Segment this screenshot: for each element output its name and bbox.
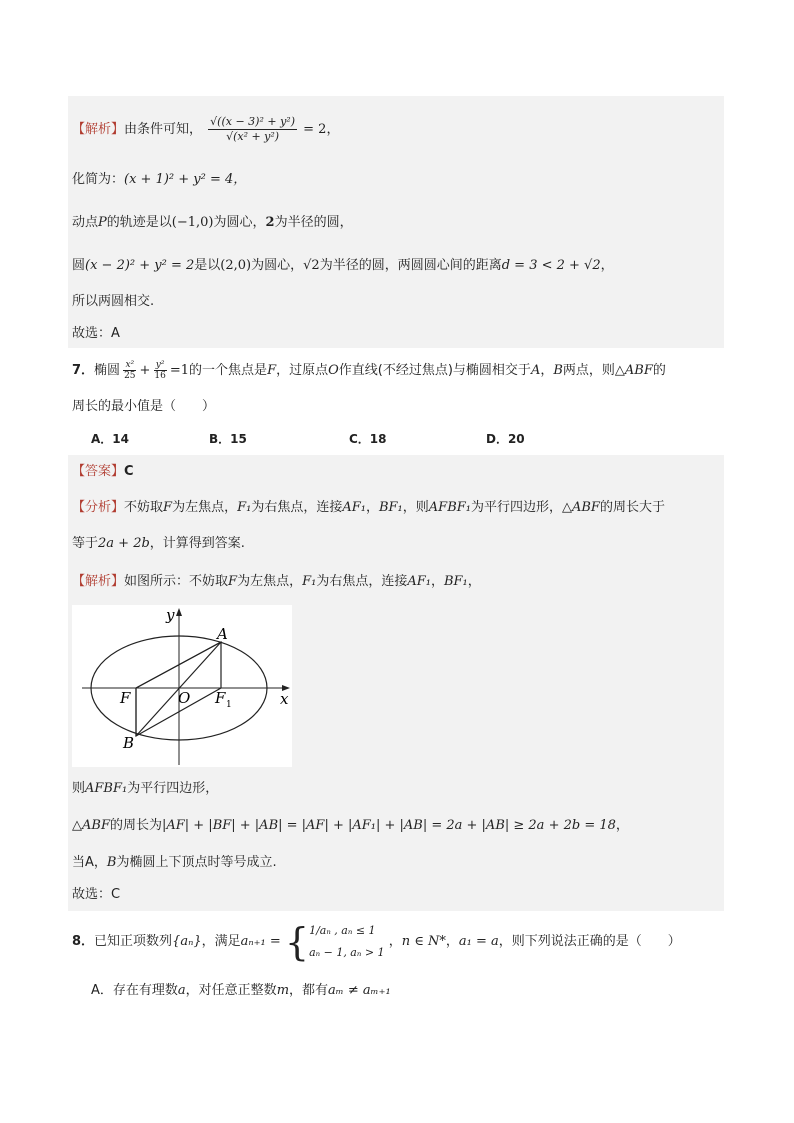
cases [309, 920, 384, 964]
text-segment: 的周长大于 [599, 500, 665, 515]
left-brace: { [284, 919, 310, 964]
text-segment: 为左焦点， [172, 500, 238, 515]
text-segment: 的轨迹是以 [106, 215, 172, 230]
equality-condition-line [72, 853, 277, 873]
recurrence-lhs: aₙ₊₁ = [240, 934, 281, 949]
triangle-abf: ABF [624, 363, 653, 378]
point-p: P [98, 215, 107, 230]
selected-answer: 故选：A [72, 326, 120, 341]
conclusion-line [72, 292, 154, 312]
text-segment: A．存在有理数 [91, 983, 178, 998]
focus-f: F [228, 574, 238, 589]
answer-value: C [124, 464, 134, 479]
text-segment: 已知正项数列 [94, 934, 173, 949]
question-7-stem-2 [72, 397, 215, 417]
answer-tag: 【答案】 [72, 464, 125, 479]
text-segment: 为平行四边形， [127, 781, 219, 796]
jiexi-line-1 [72, 572, 481, 592]
expression: 2a + 2b [98, 536, 150, 551]
origin-o: O [328, 363, 339, 378]
plus-sign: + [139, 363, 151, 378]
text-segment: ，则下列说法正确的是（ ） [498, 934, 681, 949]
second-circle-line [72, 256, 614, 276]
simplify-label: 化简为： [72, 172, 125, 187]
variable-m: m [276, 983, 290, 998]
case-1: 1/aₙ , aₙ ≤ 1 [309, 923, 376, 937]
triangle-abf: ABF [571, 500, 600, 515]
analysis-text: 由条件可知， [124, 122, 203, 137]
domain-condition: n ∈ N* [401, 934, 446, 949]
focus-f1: F₁ [302, 574, 317, 589]
question-7-stem [72, 356, 666, 386]
text-segment: 两点，则△ [562, 363, 625, 378]
inequality-expression: aₘ ≠ aₘ₊₁ [328, 983, 391, 998]
perimeter-expression: |AF| + |BF| + |AB| = |AF| + |AF₁| + |AB| = 2a + |AB| ≥ 2a + 2b = 18 [161, 818, 616, 833]
y-axis-label: y [166, 606, 175, 624]
text-segment: 动点 [72, 215, 99, 230]
choice-d[interactable]: D．20 [486, 432, 525, 446]
after-figure-line [72, 779, 218, 799]
text-segment: ， [365, 500, 379, 515]
segment-af1: AF₁ [407, 574, 431, 589]
radius-value: 2 [265, 215, 275, 230]
variable-a: a [177, 983, 186, 998]
choice-b[interactable]: B．15 [209, 432, 247, 446]
text-segment: ， [615, 818, 629, 833]
text-segment: ，对任意正整数 [185, 983, 277, 998]
fraction-denominator: √(x² + y²) [226, 130, 280, 143]
text-segment: ，满足 [201, 934, 241, 949]
text-segment: 为右焦点，连接 [251, 500, 343, 515]
ellipse-x-fraction [122, 360, 137, 381]
circle-equation: (x − 2)² + y² = 2 [85, 258, 195, 273]
text-segment: 当A， [72, 855, 107, 870]
segment-af1: AF₁ [342, 500, 366, 515]
label-o: O [178, 689, 191, 707]
simplify-line [72, 170, 246, 190]
text-segment: △ [72, 818, 82, 833]
triangle-abf: ABF [82, 818, 110, 833]
choice-a[interactable]: A．14 [91, 432, 129, 446]
label-f1: F [215, 689, 226, 707]
text-segment: ，都有 [289, 983, 329, 998]
point-a: A [530, 363, 541, 378]
text-segment: 为圆心， [251, 258, 304, 273]
focus-f: F [267, 363, 277, 378]
question-number: 7． [72, 363, 95, 378]
case-2: aₙ − 1, aₙ > 1 [309, 945, 385, 959]
segment-bf1: BF₁ [378, 500, 403, 515]
text-segment: 椭圆 [94, 363, 121, 378]
equals-one: =1 [169, 363, 190, 378]
label-b: B [123, 734, 135, 752]
point-b: B [106, 855, 117, 870]
question-number: 8． [72, 934, 95, 949]
center-coordinate: (2,0) [220, 258, 252, 273]
text-segment: 为平行四边形，△ [470, 500, 572, 515]
piecewise-definition [285, 920, 385, 964]
text-segment: ， [445, 934, 459, 949]
analysis-tag: 【解析】 [72, 574, 125, 589]
ellipse-y-fraction [152, 360, 167, 381]
text-segment: 则 [72, 781, 86, 796]
text-segment: 的周长为 [109, 818, 162, 833]
radius-value: √2 [303, 258, 320, 273]
label-f1-subscript: 1 [226, 700, 232, 710]
fenxi-line-2 [72, 534, 245, 554]
text-segment: 如图所示：不妨取 [124, 574, 229, 589]
question-text: 周长的最小值是（ ） [72, 399, 216, 414]
text-segment: ，计算得到答案. [149, 536, 245, 551]
text-segment: 为圆心， [213, 215, 266, 230]
trajectory-line [72, 213, 353, 233]
text-segment: ， [430, 574, 444, 589]
text-segment: 为左焦点， [237, 574, 303, 589]
sequence-symbol: {aₙ} [172, 934, 202, 949]
equation-rhs: = 2， [303, 122, 340, 137]
text-segment: 为半径的圆，两圆圆心间的距离 [319, 258, 502, 273]
choice-c[interactable]: C．18 [349, 432, 387, 446]
segment-bf1: BF₁ [443, 574, 468, 589]
question-8-stem [72, 918, 681, 966]
perimeter-line [72, 816, 629, 836]
text-segment: ，则 [402, 500, 429, 515]
center-coordinate: (−1,0) [171, 215, 214, 230]
fraction-numerator: √((x − 3)² + y²) [210, 115, 296, 128]
focus-f: F [163, 500, 173, 515]
fraction-denominator: 25 [124, 371, 136, 381]
text-segment: 是以 [194, 258, 221, 273]
final-choice-line [72, 885, 120, 905]
simplify-equation: (x + 1)² + y² = 4， [124, 172, 247, 187]
ellipse-figure [72, 605, 292, 767]
fenxi-line-1 [72, 498, 665, 518]
analysis-line-1 [72, 110, 339, 150]
text-segment: 不妨取 [124, 500, 164, 515]
fenxi-tag: 【分析】 [72, 500, 125, 515]
analysis-tag: 【解析】 [72, 122, 125, 137]
text-segment: 为椭圆上下顶点时等号成立. [116, 855, 277, 870]
text-segment: 圆 [72, 258, 86, 273]
quadrilateral: AFBF₁ [428, 500, 471, 515]
choice-line-prev [72, 324, 120, 344]
text-segment: ， [467, 574, 481, 589]
fraction-denominator: 16 [154, 371, 166, 381]
text-segment: ， [600, 258, 614, 273]
focus-f1: F₁ [237, 500, 252, 515]
text-segment: ，过原点 [276, 363, 329, 378]
x-axis-label: x [280, 690, 289, 708]
fraction-numerator: y² [155, 360, 165, 370]
text-segment: 为右焦点，连接 [316, 574, 408, 589]
text-segment: ， [540, 363, 554, 378]
selected-answer: 故选：C [72, 887, 121, 902]
text-segment: 等于 [72, 536, 99, 551]
point-b: B [553, 363, 563, 378]
initial-condition: a₁ = a [458, 934, 499, 949]
label-f: F [120, 689, 131, 707]
label-a: A [217, 625, 228, 643]
distance-ratio-fraction [208, 115, 297, 144]
text-segment: 为半径的圆， [274, 215, 353, 230]
distance-inequality: d = 3 < 2 + √2 [501, 258, 601, 273]
quadrilateral: AFBF₁ [85, 781, 128, 796]
answer-line [72, 462, 134, 482]
text-segment: 的 [652, 363, 666, 378]
fraction-numerator: x² [125, 360, 135, 370]
text-segment: 的一个焦点是 [189, 363, 268, 378]
text-segment: 作直线(不经过焦点)与椭圆相交于 [338, 363, 531, 378]
conclusion-text: 所以两圆相交. [72, 294, 155, 309]
question-8-option-a[interactable] [91, 981, 391, 1001]
text-segment: ， [388, 934, 402, 949]
